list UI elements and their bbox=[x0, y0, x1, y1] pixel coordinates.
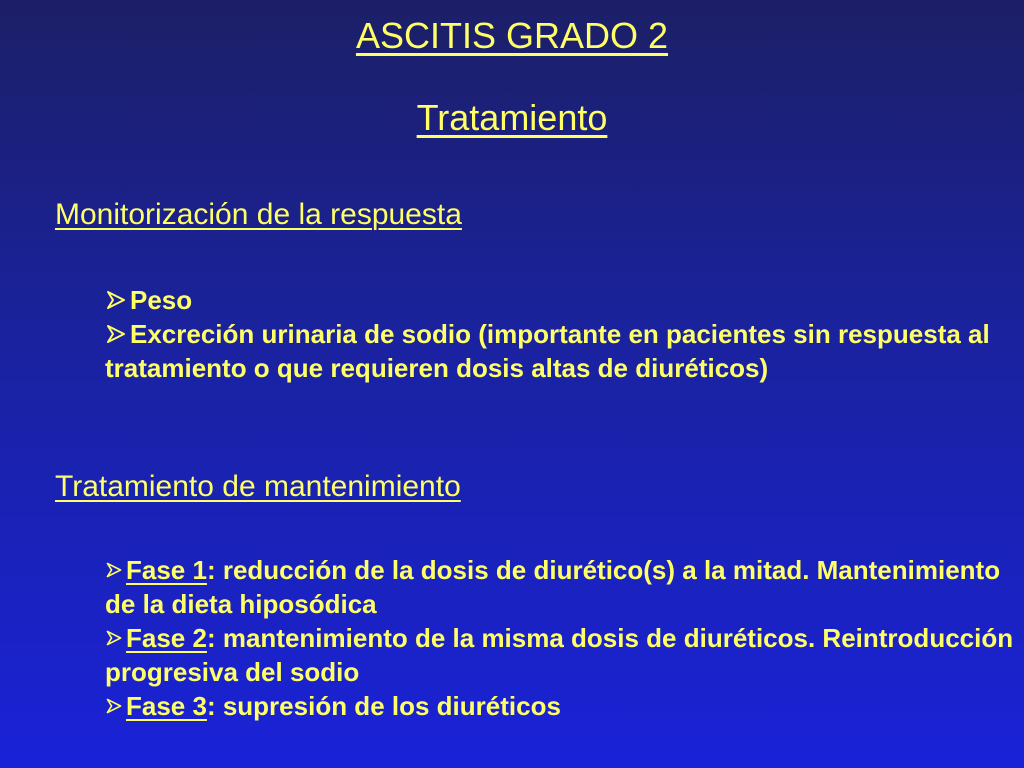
arrow-bullet-icon bbox=[105, 289, 127, 311]
list-item bbox=[105, 553, 1020, 621]
arrow-bullet-icon bbox=[105, 629, 123, 647]
phase-label: Fase 2 bbox=[126, 623, 207, 653]
arrow-bullet-icon bbox=[105, 697, 123, 715]
arrow-bullet-icon bbox=[105, 561, 123, 579]
phase-label: Fase 3 bbox=[126, 691, 207, 721]
section-heading-monitoring: Monitorización de la respuesta bbox=[55, 198, 462, 231]
section-heading-maintenance: Tratamiento de mantenimiento bbox=[55, 470, 461, 503]
list-item bbox=[105, 621, 1020, 689]
arrow-bullet-icon bbox=[105, 323, 127, 345]
phase-label: Fase 1 bbox=[126, 555, 207, 585]
list-item-text: : mantenimiento de la misma dosis de diuréticos. Reintroducción progresiva del sodio bbox=[105, 623, 1014, 687]
list-item bbox=[105, 317, 1020, 385]
maintenance-list bbox=[105, 553, 1020, 723]
list-item-text: : supresión de los diuréticos bbox=[206, 691, 561, 721]
list-item bbox=[105, 689, 1020, 723]
monitoring-list bbox=[105, 283, 1020, 385]
list-item bbox=[105, 283, 1020, 317]
slide-subtitle: Tratamiento bbox=[416, 97, 608, 138]
list-item-text: Excreción urinaria de sodio (importante en pacientes sin respuesta al tratamiento o que requieren dosis altas de diuréticos) bbox=[105, 319, 990, 383]
slide-title: ASCITIS GRADO 2 bbox=[355, 15, 669, 56]
list-item-text: Peso bbox=[130, 285, 193, 315]
list-item-text: : reducción de la dosis de diurético(s) a la mitad. Mantenimiento de la dieta hiposódica bbox=[105, 555, 1001, 619]
